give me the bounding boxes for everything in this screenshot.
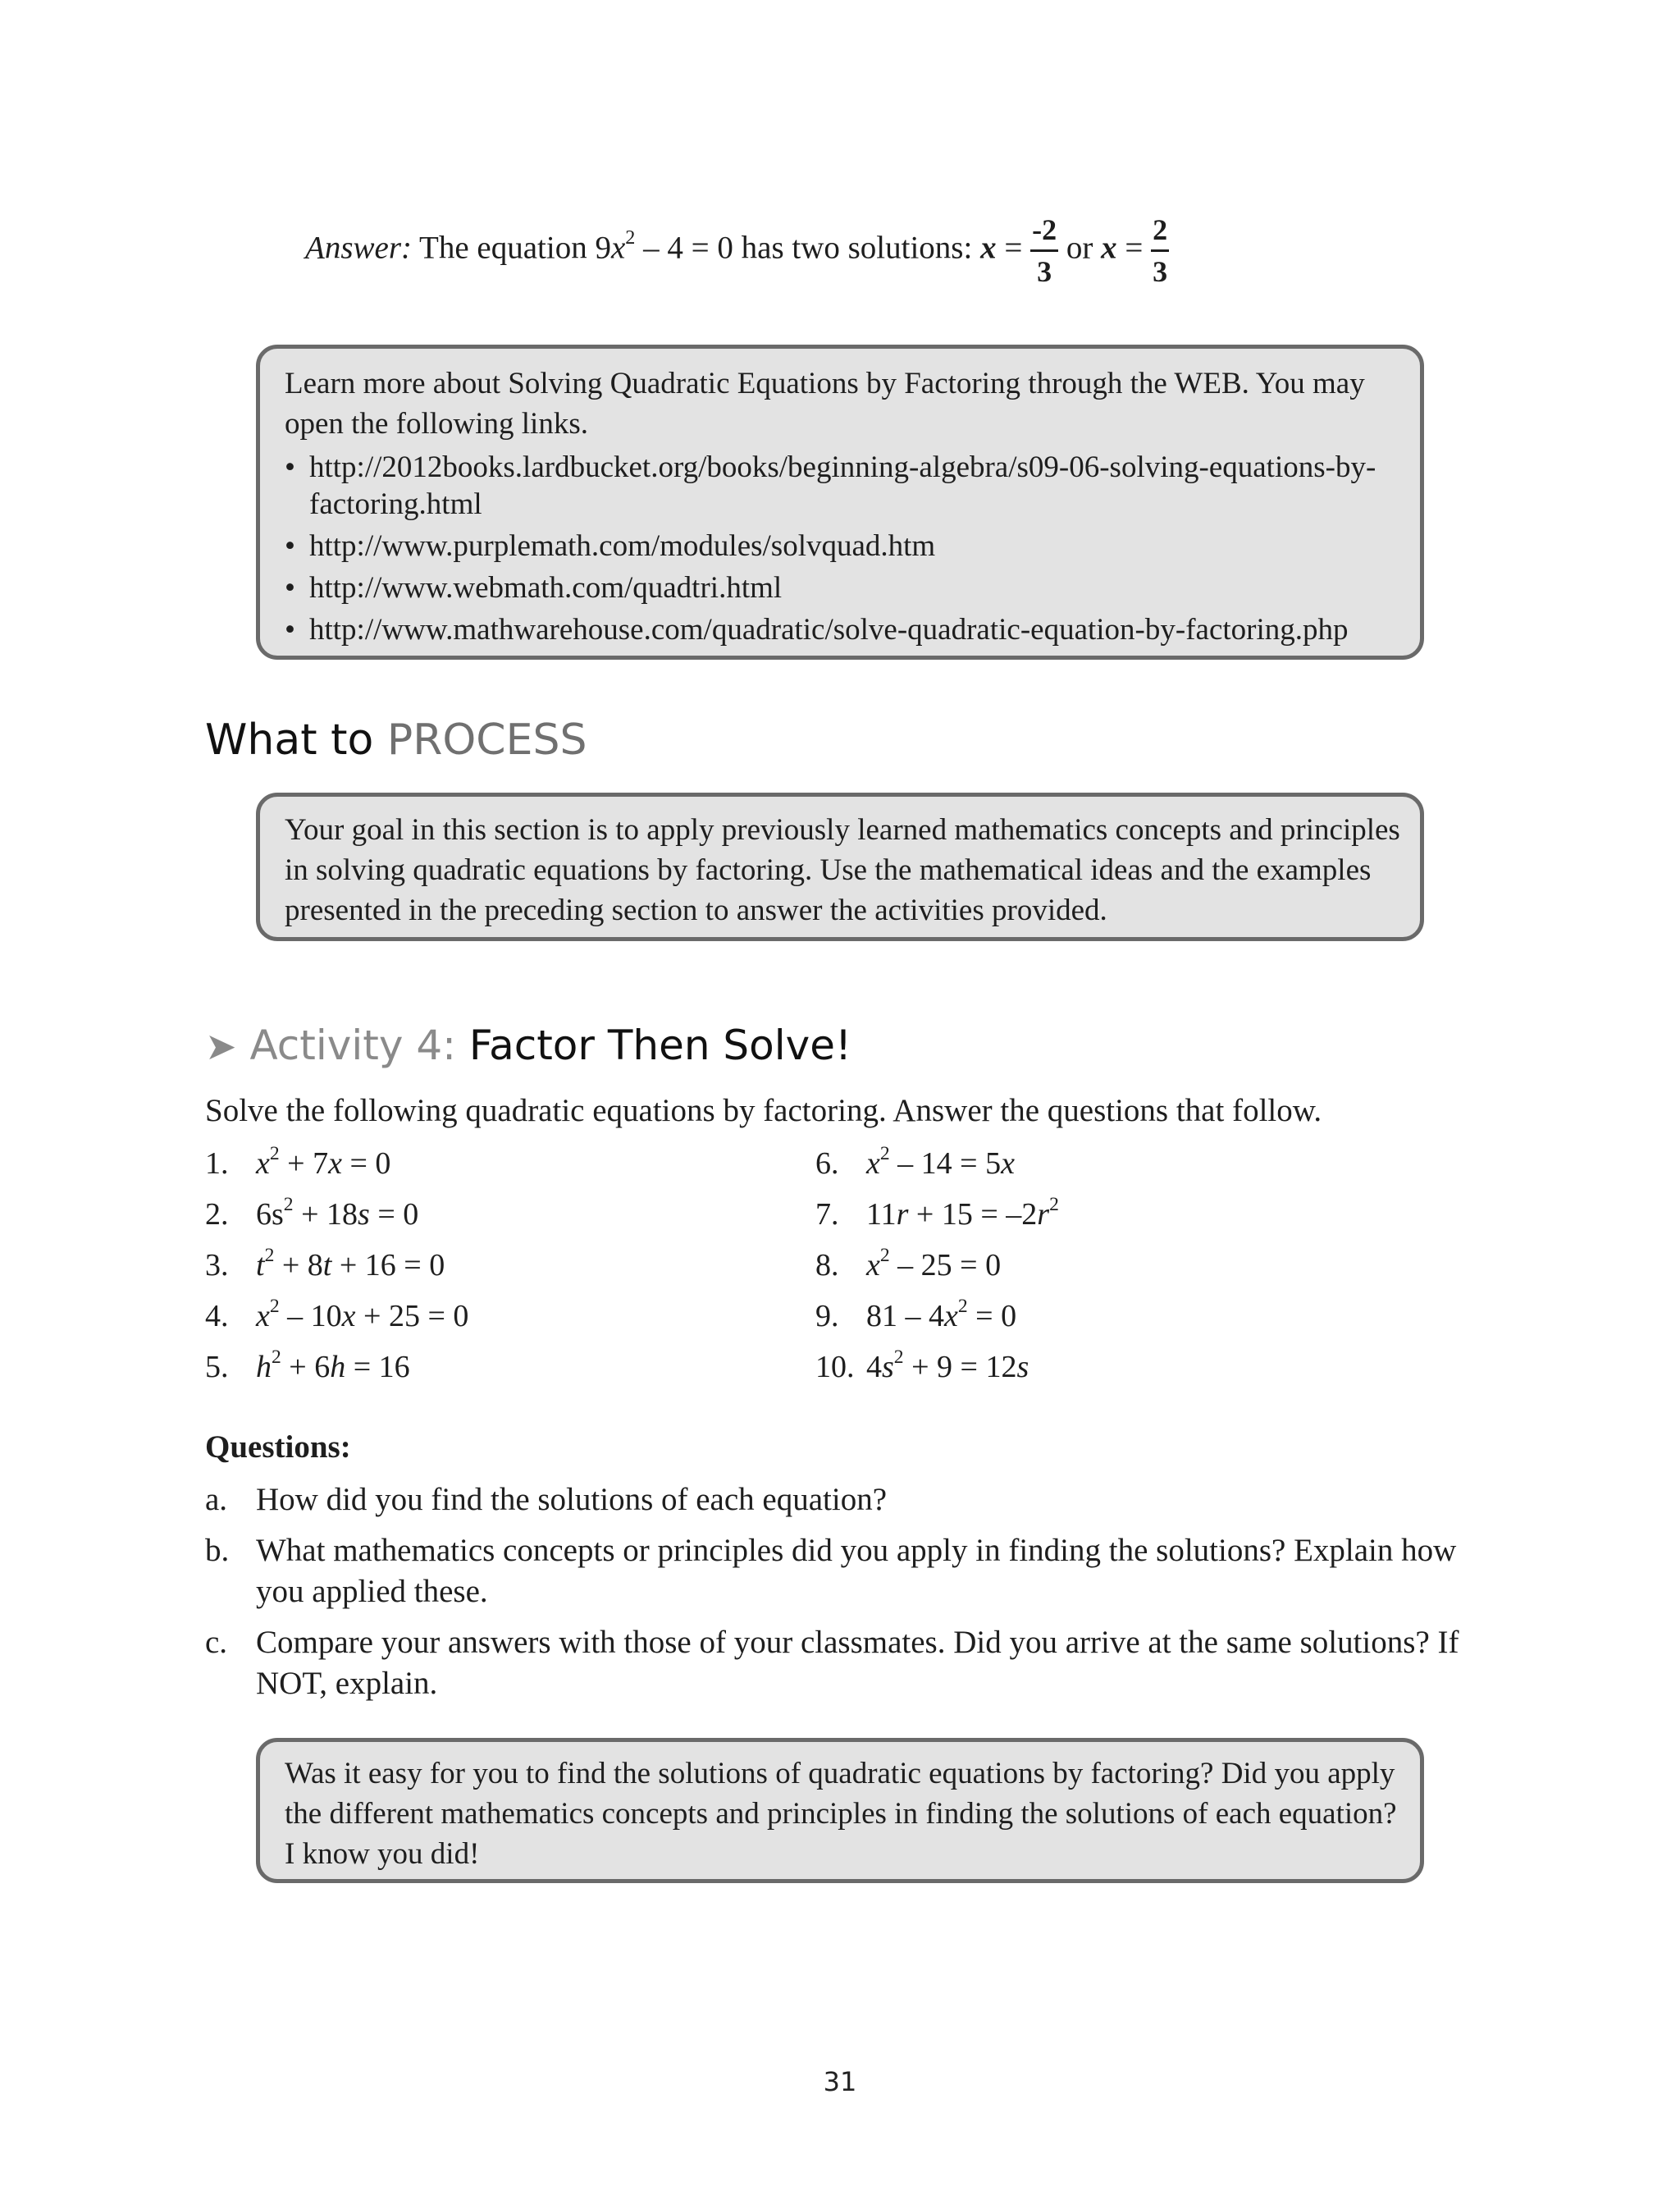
equation-item: [205, 1298, 468, 1334]
eq-exp: 2: [269, 1143, 280, 1165]
eq-part: 4: [866, 1350, 882, 1384]
equation-number: 8.: [815, 1248, 839, 1282]
answer-text2: – 4 = 0 has two solutions:: [635, 230, 973, 266]
equation-item: [815, 1196, 1059, 1232]
question-item: [205, 1530, 1485, 1612]
eq-exp: 2: [879, 1245, 890, 1267]
eq-part: + 9 = 12: [903, 1350, 1017, 1384]
eq-part: = 16: [345, 1350, 410, 1384]
question-text: What mathematics concepts or principles did you apply in finding the solutions? Explain how you applied these.: [256, 1533, 1457, 1609]
answer-or: or: [1066, 230, 1093, 266]
reflection-text: Was it easy for you to find the solutions of quadratic equations by factoring? Did you apply the different mathematics concepts and principles in finding the solutions of each equation? I know you did!: [285, 1757, 1397, 1871]
eq-part: 11: [866, 1197, 897, 1232]
eq-var: s: [1016, 1350, 1029, 1384]
equation-item: [205, 1196, 418, 1232]
equation-number: 10.: [815, 1350, 855, 1384]
fraction-2-numerator: 2: [1151, 215, 1169, 252]
web-resources-box: [256, 345, 1424, 660]
equation-item: [815, 1346, 1029, 1385]
eq-var: x: [944, 1299, 958, 1333]
section-heading-accent: PROCESS: [386, 716, 587, 765]
activity-label: Activity 4:: [249, 1022, 456, 1069]
question-item: [205, 1479, 1485, 1520]
fraction-1-numerator: -2: [1030, 215, 1058, 252]
equation-number: 4.: [205, 1299, 229, 1333]
section-heading-prefix: What to: [205, 716, 374, 765]
equation-number: 5.: [205, 1350, 229, 1384]
questions-title: Questions:: [205, 1429, 351, 1465]
arrow-icon: ➤: [205, 1024, 237, 1068]
reflection-box: [256, 1738, 1424, 1883]
eq-var: s: [358, 1197, 370, 1232]
answer-text: The equation 9: [419, 230, 611, 266]
web-link[interactable]: • http://www.mathwarehouse.com/quadratic/solve-quadratic-equation-by-factoring.php: [285, 611, 1402, 648]
question-text: Compare your answers with those of your classmates. Did you arrive at the same solutions? If NOT, explain.: [256, 1625, 1459, 1701]
equation-item: [815, 1247, 1001, 1283]
equation-item: [205, 1247, 445, 1283]
answer-var: x: [610, 230, 626, 266]
equation-number: 9.: [815, 1299, 839, 1333]
eq-part: x: [256, 1146, 270, 1181]
web-link[interactable]: • http://2012books.lardbucket.org/books/beginning-algebra/s09-06-solving-equations-by-factoring.html: [285, 449, 1402, 523]
eq-exp: 2: [264, 1245, 275, 1267]
equation-item: [205, 1346, 410, 1385]
eq-exp: 2: [1049, 1194, 1059, 1216]
answer-eq2: =: [1125, 230, 1144, 266]
eq-part: + 8: [274, 1248, 323, 1282]
equation-item: [815, 1298, 1016, 1334]
process-goal-box: [256, 793, 1424, 941]
eq-part: = 0: [369, 1197, 419, 1232]
eq-part: + 15 = –2: [908, 1197, 1038, 1232]
eq-var: x: [1001, 1146, 1015, 1181]
answer-x2-var: x: [1101, 230, 1117, 266]
answer-eq1: =: [1004, 230, 1023, 266]
equation-number: 6.: [815, 1146, 839, 1181]
eq-part: = 0: [341, 1146, 391, 1181]
answer-exp: 2: [625, 226, 636, 249]
eq-var: x: [328, 1146, 342, 1181]
eq-part: 6s: [256, 1197, 284, 1232]
eq-var: t: [322, 1248, 332, 1282]
eq-part: x: [256, 1299, 270, 1333]
activity-title: Factor Then Solve!: [468, 1022, 852, 1069]
eq-part: – 25 = 0: [889, 1248, 1002, 1282]
question-label: b.: [205, 1533, 230, 1568]
eq-part: = 0: [967, 1299, 1017, 1333]
equation-number: 7.: [815, 1197, 839, 1232]
answer-label: Answer:: [305, 230, 412, 266]
web-box-intro: Learn more about Solving Quadratic Equations by Factoring through the WEB. You may open the following links.: [285, 367, 1365, 441]
eq-exp: 2: [272, 1346, 281, 1369]
eq-part: + 16 = 0: [331, 1248, 445, 1282]
eq-var: h: [330, 1350, 346, 1384]
eq-var: r: [1037, 1197, 1050, 1232]
eq-part: + 7: [279, 1146, 329, 1181]
eq-part: + 18: [293, 1197, 358, 1232]
answer-line: [305, 215, 1169, 286]
eq-part: x: [866, 1248, 880, 1282]
eq-var: x: [341, 1299, 356, 1333]
eq-exp: 2: [283, 1194, 294, 1216]
eq-exp: 2: [269, 1296, 280, 1318]
eq-var: s: [882, 1350, 894, 1384]
eq-part: 81 – 4: [866, 1299, 944, 1333]
eq-exp: 2: [879, 1143, 890, 1165]
activity-instructions: Solve the following quadratic equations by factoring. Answer the questions that follow.: [205, 1093, 1322, 1128]
question-text: How did you find the solutions of each equation?: [256, 1482, 888, 1517]
eq-part: h: [256, 1350, 272, 1384]
equation-item: [815, 1145, 1015, 1182]
eq-part: t: [256, 1248, 265, 1282]
question-item: [205, 1622, 1485, 1704]
eq-exp: 2: [957, 1296, 968, 1318]
fraction-1-denominator: 3: [1037, 255, 1052, 288]
eq-part: x: [866, 1146, 880, 1181]
eq-part: – 14 = 5: [889, 1146, 1002, 1181]
web-links-list: [285, 449, 1402, 648]
activity-heading: [205, 1022, 851, 1069]
fraction-2-denominator: 3: [1153, 255, 1168, 288]
eq-part: + 6: [281, 1350, 331, 1384]
answer-fraction-1: [1030, 215, 1058, 286]
answer-x1-var: x: [980, 230, 997, 266]
page-number: 31: [823, 2066, 857, 2097]
question-label: a.: [205, 1482, 228, 1517]
equation-number: 2.: [205, 1197, 229, 1232]
equation-number: 1.: [205, 1146, 229, 1181]
eq-exp: 2: [893, 1346, 904, 1369]
section-heading: [205, 716, 587, 765]
process-goal-text: Your goal in this section is to apply previously learned mathematics concepts and principles in solving quadratic equations by factoring. Use the mathematical ideas and the examples presented in the preceding section to answer the activities provided.: [285, 813, 1400, 927]
equation-number: 3.: [205, 1248, 229, 1282]
answer-fraction-2: [1151, 215, 1169, 286]
equation-item: [205, 1145, 390, 1182]
question-label: c.: [205, 1625, 228, 1660]
eq-part: + 25 = 0: [355, 1299, 469, 1333]
eq-part: – 10: [279, 1299, 342, 1333]
web-link[interactable]: • http://www.purplemath.com/modules/solvquad.htm: [285, 528, 1402, 565]
web-link[interactable]: • http://www.webmath.com/quadtri.html: [285, 569, 1402, 606]
eq-var: r: [896, 1197, 909, 1232]
